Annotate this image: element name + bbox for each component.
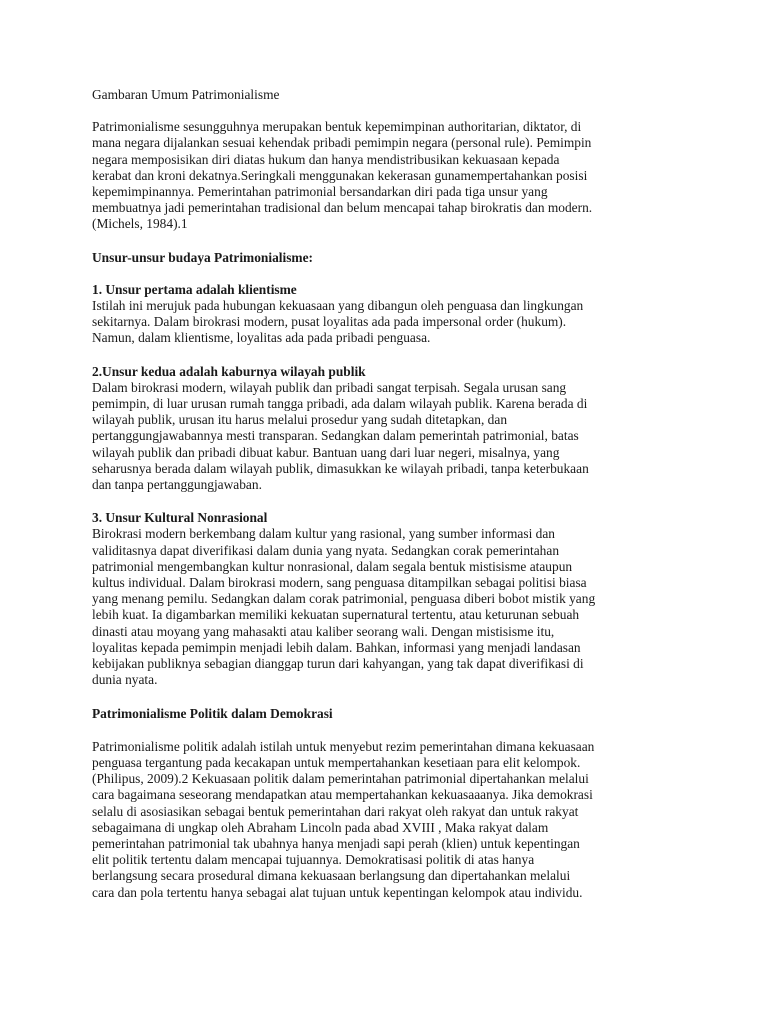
section-body: Istilah ini merujuk pada hubungan kekuasaan yang dibangun oleh penguasa dan lingkungan sekitarnya. Dalam birokrasi modern, pusat loyalitas ada pada impersonal order (hukum). Namun, dalam klientisme, loyalitas ada pada pribadi penguasa.: [92, 298, 584, 346]
democracy-paragraph: Patrimonialisme politik adalah istilah untuk menyebut rezim pemerintahan dimana kekuasaan penguasa tergantung pada kecakapan untuk mempertahankan kesetiaan para elit kelompok. (Philipus, 2009).2 Kekuasaan politik dalam pemerintahan patrimonial dipertahankan melalui cara bagaimana seseorang mendapatkan atau mempertahankan kekuasaaanya. Jika demokrasi selalu di asosiasikan sebagai bentuk pemerintahan dari rakyat oleh rakyat dan untuk rakyat sebagaimana di ungkap oleh Abraham Lincoln pada abad XVIII , Maka rakyat dalam pemerintahan patrimonial tak ubahnya hanya menjadi sapi perah (klien) untuk kepentingan elit politik tertentu dalam mencapai tujuannya. Demokratisasi politik di atas hanya berlangsung secara prosedural dimana kekuasaan berlangsung dan dipertahankan melalui cara dan pola tertentu hanya sebagai alat tujuan untuk kepentingan kelompok atau individu.: [92, 738, 595, 900]
section-heading: 1. Unsur pertama adalah klientisme: [92, 281, 297, 297]
democracy-heading: Patrimonialisme Politik dalam Demokrasi: [92, 705, 333, 721]
section-body: Birokrasi modern berkembang dalam kultur yang rasional, yang sumber informasi dan validitasnya dapat diverifikasi dalam dunia yang nyata. Sedangkan corak pemerintahan patrimonial mengembangkan kultur nonrasional, dalam segala bentuk mistisisme ataupun kultus individual. Dalam birokrasi modern, sang penguasa ditampilkan sebagai politisi biasa yang menang pemilu. Sedangkan dalam corak patrimonial, penguasa diberi bobot mistik yang lebih kuat. Ia digambarkan memiliki kekuatan supernatural tertentu, atau keturunan sebuah dinasti atau moyang yang mahasakti atau kaliber seorang wali. Dengan mistisisme itu, loyalitas kepada pemimpin menjadi lebih dalam. Bahkan, informasi yang menjadi landasan kebijakan publiknya sebagian dianggap turun dari kahyangan, yang tak dapat diverifikasi di dunia nyata.: [92, 526, 596, 688]
section-body: Dalam birokrasi modern, wilayah publik dan pribadi sangat terpisah. Segala urusan sang pemimpin, di luar urusan rumah tangga pribadi, ada dalam wilayah publik. Karena berada di wilayah publik, urusan itu harus melalui prosedur yang sudah ditetapkan, dan pertanggungjawabannya mesti transparan. Sedangkan dalam pemerintah patrimonial, batas wilayah publik dan pribadi dibuat kabur. Bantuan uang dari luar negeri, misalnya, yang seharusnya berada dalam wilayah publik, dimasukkan ke wilayah pribadi, tanpa keterbukaan dan tanpa pertanggungjawaban.: [92, 379, 589, 493]
section-2: [92, 364, 684, 494]
document-page: [92, 87, 684, 918]
section-heading: 3. Unsur Kultural Nonrasional: [92, 510, 268, 526]
elements-heading: Unsur-unsur budaya Patrimonialisme:: [92, 249, 313, 265]
section-heading: 2.Unsur kedua adalah kaburnya wilayah publik: [92, 363, 366, 379]
document-title: Gambaran Umum Patrimonialisme: [92, 87, 280, 102]
section-3: [92, 510, 684, 688]
section-1: [92, 282, 684, 347]
intro-paragraph: Patrimonialisme sesungguhnya merupakan bentuk kepemimpinan authoritarian, diktator, di mana negara dijalankan sesuai kehendak pribadi pemimpin negara (personal rule). Pemimpin negara memposisikan diri diatas hukum dan hanya mendistribusikan kekuasaan kepada kerabat dan kroni dekatnya.Seringkali menggunakan kekerasan gunamempertahankan posisi kepemimpinannya. Pemerintahan patrimonial bersandarkan diri pada tiga unsur yang membuatnya jadi pemerintahan tradisional dan belum mencapai tahap birokratis dan modern. (Michels, 1984).1: [92, 119, 593, 232]
